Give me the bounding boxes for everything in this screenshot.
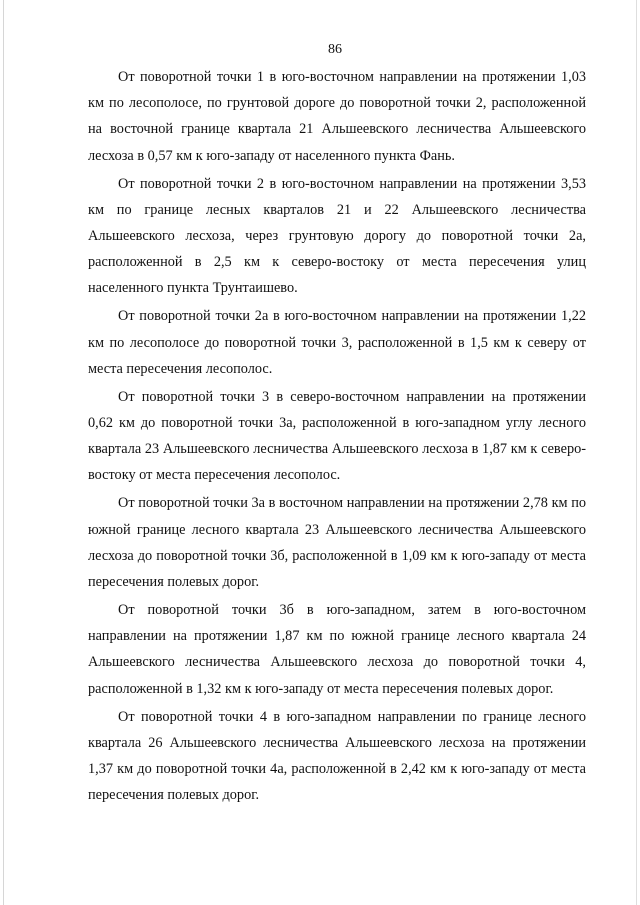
paragraph-point-1: От поворотной точки 1 в юго-восточном направлении на протяжении 1,03 км по лесополосе, по грунтовой дороге до поворотной точки 2, расположенной на восточной границе квартала 21 Альшеевского лесничества Альшеевского лесхоза в 0,57 км к юго-западу от населенного пункта Фань. bbox=[88, 69, 586, 164]
page-edge-right bbox=[636, 0, 637, 905]
paragraph-point-3: От поворотной точки 3 в северо-восточном направлении на протяжении 0,62 км до поворотной точки 3а, расположенной в юго-западном углу лесного квартала 23 Альшеевского лесничества Альшеевского лесхоза в 1,87 км к северо-востоку от места пересечения лесополос. bbox=[88, 388, 586, 484]
document-body bbox=[88, 64, 586, 810]
paragraph-point-4: От поворотной точки 4 в юго-западном направлении по границе лесного квартала 26 Альшеевского лесничества Альшеевского лесхоза на протяжении 1,37 км до поворотной точки 4а, расположенной в 2,42 км к юго-западу от места пересечения полевых дорог. bbox=[88, 708, 586, 804]
page-edge-left bbox=[3, 0, 4, 905]
paragraph-point-2a: От поворотной точки 2а в юго-восточном направлении на протяжении 1,22 км по лесополосе до поворотной точки 3, расположенной в 1,5 км к северу от места пересечения лесополос. bbox=[88, 308, 586, 377]
paragraph-point-2: От поворотной точки 2 в юго-восточном направлении на протяжении 3,53 км по границе лесных кварталов 21 и 22 Альшеевского лесничества Альшеевского лесхоза, через грунтовую дорогу до поворотной точки 2а, расположенной в 2,5 км к северо-востоку от места пересечения улиц населенного пункта Трунтаишево. bbox=[88, 175, 586, 297]
paragraph-point-3a: От поворотной точки 3а в восточном направлении на протяжении 2,78 км по южной границе лесного квартала 23 Альшеевского лесничества Альшеевского лесхоза до поворотной точки 3б, расположенной в 1,09 км к юго-западу от места пересечения полевых дорог. bbox=[88, 495, 586, 591]
paragraph-point-3b: От поворотной точки 3б в юго-западном, затем в юго-восточном направлении на протяжении 1,87 км по южной границе лесного квартала 24 Альшеевского лесничества Альшеевского лесхоза до поворотной точки 4, расположенной в 1,32 км к юго-западу от места пересечения полевых дорог. bbox=[88, 602, 586, 697]
page-number: 86 bbox=[328, 42, 342, 57]
